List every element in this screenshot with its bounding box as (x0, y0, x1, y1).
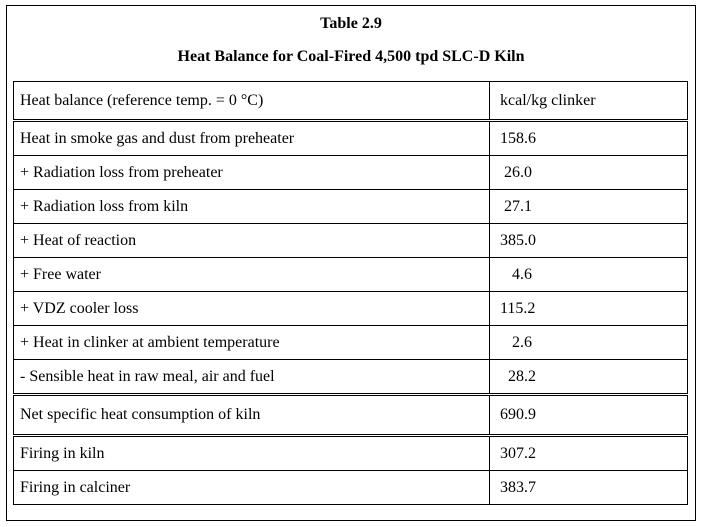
row-value-text: 4.6 (512, 265, 532, 283)
firing-label: Firing in kiln (14, 436, 490, 471)
table-row (14, 156, 688, 190)
header-unit: kcal/kg clinker (490, 82, 688, 121)
table-row (14, 258, 688, 292)
row-value (490, 360, 688, 395)
row-label: + VDZ cooler loss (14, 292, 490, 326)
row-value (490, 326, 688, 360)
table-row (14, 121, 688, 156)
row-value (490, 190, 688, 224)
net-value: 690.9 (490, 395, 688, 436)
row-value: 115.2 (490, 292, 688, 326)
firing-label: Firing in calciner (14, 471, 490, 505)
table-row (14, 224, 688, 258)
row-value-text: 28.2 (508, 367, 536, 385)
row-label: + Heat of reaction (14, 224, 490, 258)
heat-balance-table (13, 81, 688, 505)
row-value-text: 2.6 (512, 333, 532, 351)
header-label: Heat balance (reference temp. = 0 °C) (14, 82, 490, 121)
table-number: Table 2.9 (320, 15, 382, 32)
table-title: Heat Balance for Coal-Fired 4,500 tpd SLC-D Kiln (177, 48, 525, 65)
firing-row (14, 471, 688, 505)
row-label: + Free water (14, 258, 490, 292)
row-value (490, 258, 688, 292)
table-frame (6, 5, 696, 521)
row-value (490, 156, 688, 190)
firing-value: 383.7 (490, 471, 688, 505)
row-value-text: 27.1 (504, 197, 532, 215)
row-label: Heat in smoke gas and dust from preheater (14, 121, 490, 156)
table-row (14, 326, 688, 360)
firing-value: 307.2 (490, 436, 688, 471)
net-label: Net specific heat consumption of kiln (14, 395, 490, 436)
row-value-text: 26.0 (504, 163, 532, 181)
firing-row (14, 436, 688, 471)
table-caption (7, 6, 695, 80)
row-value: 385.0 (490, 224, 688, 258)
row-label: + Radiation loss from preheater (14, 156, 490, 190)
row-label: - Sensible heat in raw meal, air and fuel (14, 360, 490, 395)
net-row (14, 395, 688, 436)
table-header-row (14, 82, 688, 121)
row-label: + Radiation loss from kiln (14, 190, 490, 224)
table-row (14, 292, 688, 326)
row-label: + Heat in clinker at ambient temperature (14, 326, 490, 360)
table-row (14, 190, 688, 224)
row-value: 158.6 (490, 121, 688, 156)
table-row (14, 360, 688, 395)
